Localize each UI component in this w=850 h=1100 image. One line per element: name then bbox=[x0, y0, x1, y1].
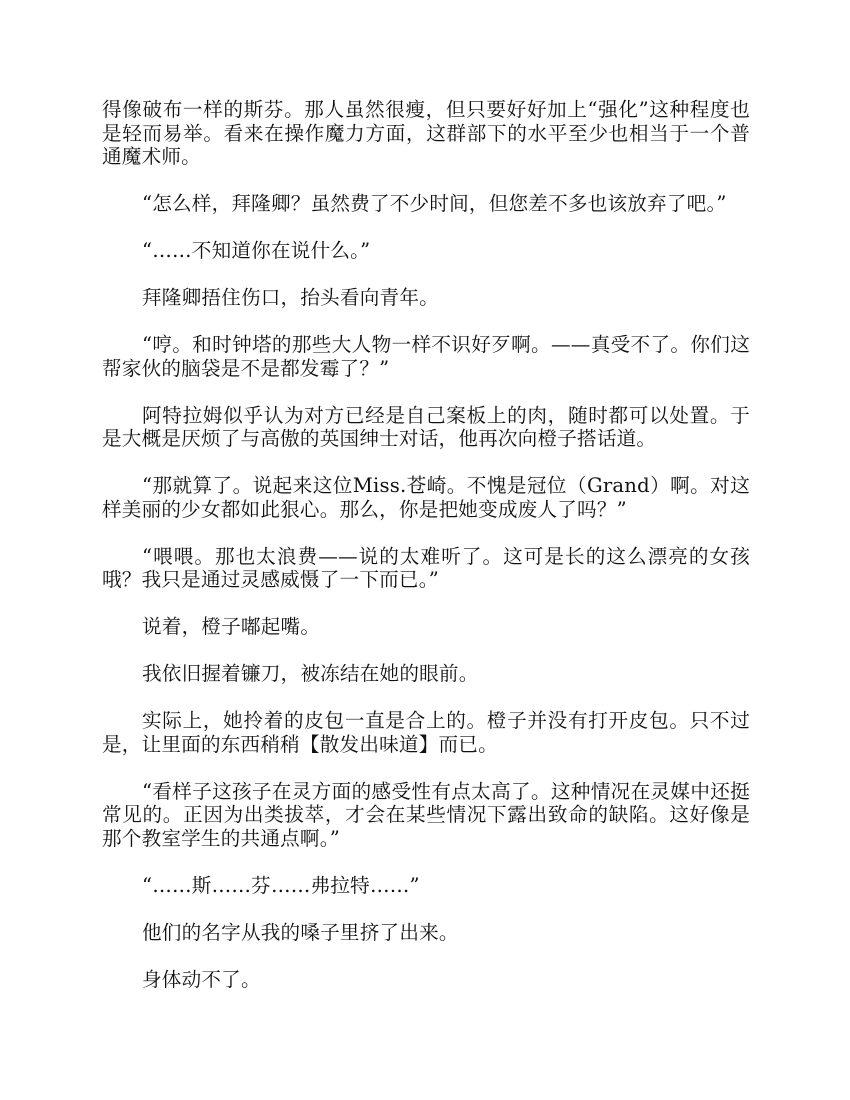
paragraph-7: “那就算了。说起来这位Miss.苍崎。不愧是冠位（Grand）啊。对这样美丽的少女都如此狠心。那么，你是把她变成废人了吗？” bbox=[102, 474, 750, 521]
paragraph-15: 身体动不了。 bbox=[142, 967, 261, 991]
paragraph-12: “看样子这孩子在灵方面的感受性有点太高了。这种情况在灵媒中还挺常见的。正因为出类拔萃，才会在某些情况下露出致命的缺陷。这好像是那个教室学生的共通点啊。” bbox=[102, 779, 750, 850]
paragraph-11: 实际上，她拎着的皮包一直是合上的。橙子并没有打开皮包。只不过是，让里面的东西稍稍【散发出味道】而已。 bbox=[102, 709, 750, 756]
document-page bbox=[102, 98, 750, 1015]
paragraph-5: “哼。和时钟塔的那些大人物一样不识好歹啊。——真受不了。你们这帮家伙的脑袋是不是都发霉了？” bbox=[102, 333, 750, 380]
paragraph-1: 得像破布一样的斯芬。那人虽然很瘦，但只要好好加上“强化”这种程度也是轻而易举。看来在操作魔力方面，这群部下的水平至少也相当于一个普通魔术师。 bbox=[102, 98, 750, 168]
paragraph-3: “……不知道你在说什么。” bbox=[142, 239, 371, 262]
paragraph-10: 我依旧握着镰刀，被冻结在她的眼前。 bbox=[142, 662, 479, 685]
paragraph-6: 阿特拉姆似乎认为对方已经是自己案板上的肉，随时都可以处置。于是大概是厌烦了与高傲的英国绅士对话，他再次向橙子搭话道。 bbox=[102, 403, 750, 450]
paragraph-4: 拜隆卿捂住伤口，抬头看向青年。 bbox=[142, 286, 439, 309]
paragraph-14: 他们的名字从我的嗓子里挤了出来。 bbox=[142, 920, 459, 944]
paragraph-13: “……斯……芬……弗拉特……” bbox=[142, 873, 420, 897]
paragraph-2: “怎么样，拜隆卿？虽然费了不少时间，但您差不多也该放弃了吧。” bbox=[142, 192, 727, 215]
paragraph-9: 说着，橙子嘟起嘴。 bbox=[142, 615, 321, 638]
paragraph-8: “喂喂。那也太浪费——说的太难听了。这可是长的这么漂亮的女孩哦？我只是通过灵感威慑了一下而已。” bbox=[102, 544, 750, 591]
